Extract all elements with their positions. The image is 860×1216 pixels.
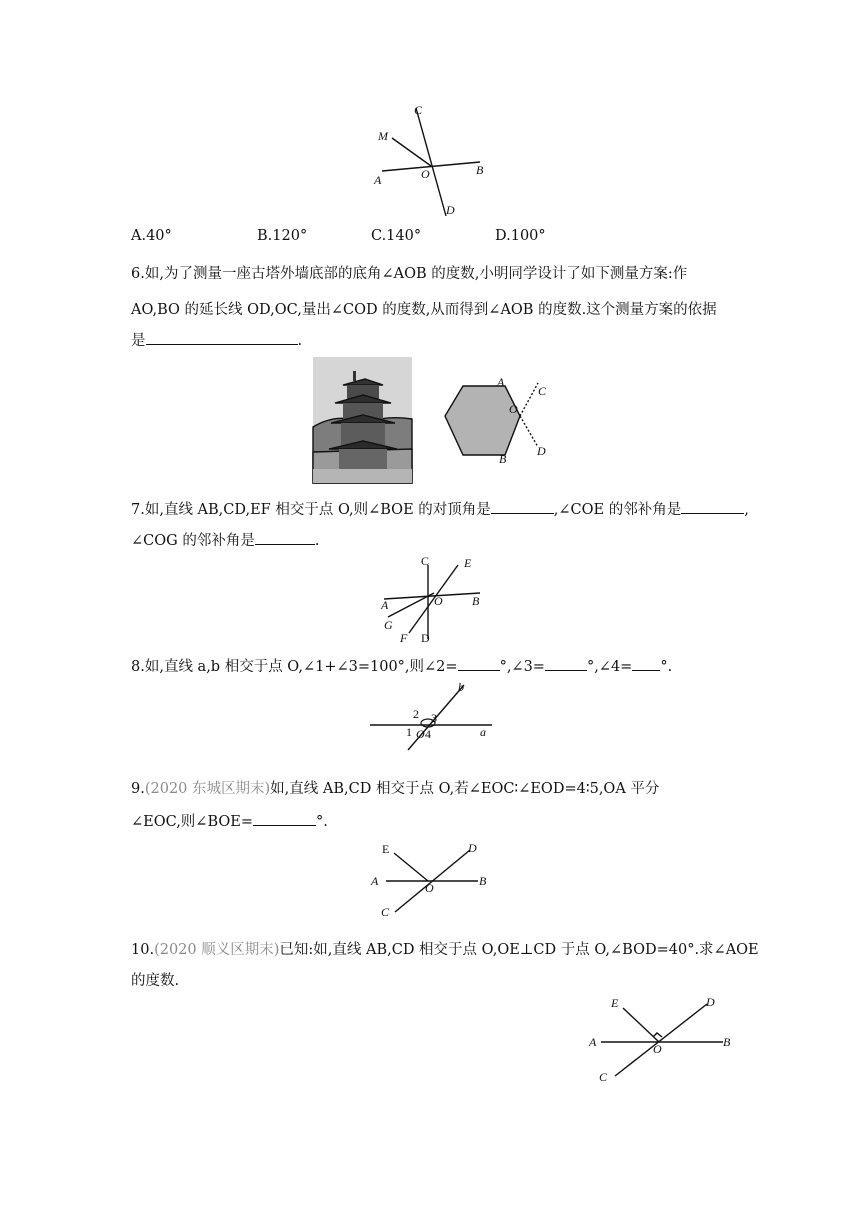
q7-text-line2: ∠COG 的邻补角是 . (131, 529, 319, 550)
q7-answer-blank-2[interactable] (681, 499, 744, 514)
q5-option-a: A.40° (131, 228, 172, 244)
q10-label-A: A (589, 1035, 597, 1049)
q10-label-O: O (653, 1042, 662, 1056)
q5-label-M: M (378, 129, 388, 143)
q8-label-O: O (416, 727, 425, 741)
q10-text-line2: 的度数. (131, 973, 180, 989)
q9-source: (2020 东城区期末) (144, 781, 271, 797)
q7-text-line1: 7.如,直线 AB,CD,EF 相交于点 O,则∠BOE 的对顶角是 ,∠COE 的邻补角是 , (131, 498, 749, 519)
q10-text-line1: 10.(2020 顺义区期末)已知:如,直线 AB,CD 相交于点 O,OE⊥CD 于点 O,∠BOD=40°.求∠AOE (131, 942, 759, 958)
q9-label-E: E (382, 842, 390, 856)
q10-label-E: E (611, 996, 619, 1010)
q8-text: 8.如,直线 a,b 相交于点 O,∠1+∠3=100°,则∠2= °,∠3= °,∠4= °. (131, 655, 672, 676)
q9-label-O: O (425, 881, 434, 895)
q8-label-3: 3 (431, 711, 437, 725)
q8-answer-blank-1[interactable] (458, 656, 500, 671)
q7-lines-figure (378, 553, 488, 648)
q6-answer-blank[interactable] (146, 330, 298, 345)
q5-label-O: O (421, 167, 430, 181)
q5-label-D: D (446, 203, 455, 217)
q8-lines-figure (368, 680, 498, 750)
q9-text-line1: 9.(2020 东城区期末)如,直线 AB,CD 相交于点 O,若∠EOC∶∠EOD=4∶5,OA 平分 (131, 781, 660, 797)
q9-label-D: D (468, 841, 477, 855)
q5-label-C: C (414, 103, 423, 117)
q6-label-C: C (538, 384, 547, 398)
q10-source: (2020 顺义区期末) (154, 942, 280, 958)
q10-label-B: B (723, 1035, 731, 1049)
q8-label-a: a (480, 725, 486, 739)
q8-answer-blank-3[interactable] (632, 656, 660, 671)
q6-label-O: O (509, 402, 518, 416)
q9-answer-blank[interactable] (253, 811, 316, 826)
q5-option-c: C.140° (371, 228, 422, 244)
q7-label-G: G (384, 618, 393, 632)
pagoda-photo (313, 357, 412, 483)
q8-label-4: 4 (425, 727, 431, 741)
q6-text-line3: 是 . (131, 329, 302, 350)
q7-answer-blank-3[interactable] (255, 530, 315, 545)
q9-lines-figure (368, 838, 498, 920)
q7-label-F: F (400, 631, 408, 645)
q5-option-d: D.100° (495, 228, 546, 244)
q9-label-B: B (479, 874, 487, 888)
q8-label-b: b (458, 680, 464, 694)
q10-label-D: D (706, 995, 715, 1009)
q7-label-B: B (472, 594, 480, 608)
q7-answer-blank-1[interactable] (491, 499, 554, 514)
q5-label-B: B (476, 163, 484, 177)
q5-option-b: B.120° (257, 228, 308, 244)
q7-label-A: A (381, 598, 389, 612)
q5-label-A: A (374, 173, 382, 187)
q9-label-A: A (371, 874, 379, 888)
hexagon-figure (440, 375, 560, 470)
q6-text-line2: AO,BO 的延长线 OD,OC,量出∠COD 的度数,从而得到∠AOB 的度数.这个测量方案的依据 (131, 302, 717, 318)
q7-label-D: D (421, 631, 430, 645)
q8-answer-blank-2[interactable] (545, 656, 587, 671)
q7-label-E: E (464, 556, 472, 570)
q8-label-1: 1 (406, 725, 412, 739)
q6-label-D: D (537, 444, 546, 458)
q8-label-2: 2 (413, 707, 419, 721)
q10-label-C: C (599, 1070, 608, 1084)
q6-text-line1: 6.如,为了测量一座古塔外墙底部的底角∠AOB 的度数,小明同学设计了如下测量方案:作 (131, 266, 688, 282)
q7-label-C: C (421, 554, 430, 568)
q5-angle-figure (370, 100, 500, 220)
q6-label-B: B (499, 452, 507, 466)
q9-text-line2: ∠EOC,则∠BOE= °. (131, 810, 328, 831)
q9-label-C: C (381, 905, 390, 919)
q7-label-O: O (434, 594, 443, 608)
q6-label-A: A (497, 375, 505, 389)
q10-lines-figure (585, 992, 745, 1084)
